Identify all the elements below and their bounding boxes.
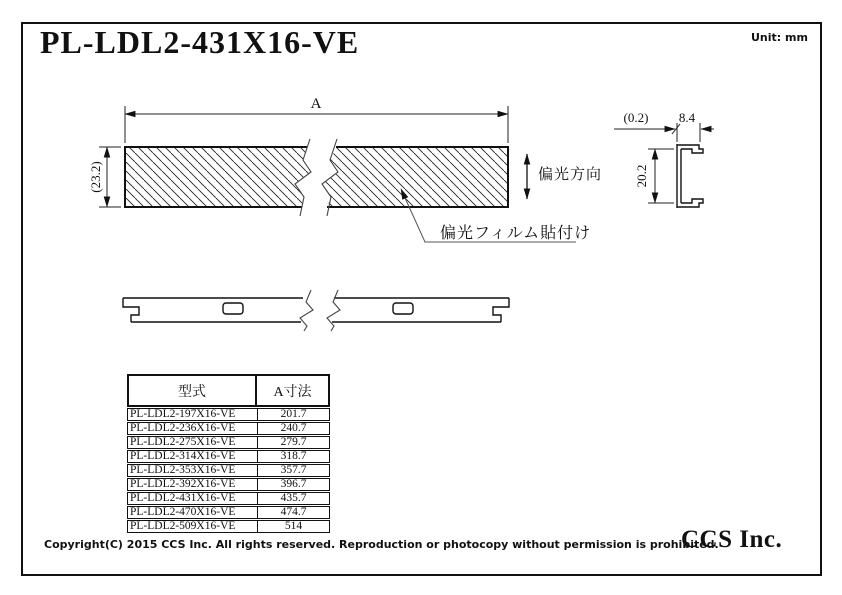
cell-model: PL-LDL2-314X16-VE <box>128 451 258 462</box>
dim-film-thickness-label: (0.2) <box>623 110 649 125</box>
cell-a-value: 201.7 <box>280 408 307 420</box>
copyright-text: Copyright(C) 2015 CCS Inc. All rights reserved. Reproduction or photocopy without permission is prohibited. <box>44 538 719 551</box>
cell-model: PL-LDL2-353X16-VE <box>128 465 258 476</box>
side-profile <box>123 298 509 322</box>
cell-a-value: 474.7 <box>280 506 307 518</box>
table-row <box>127 492 330 505</box>
table-row <box>127 520 330 533</box>
dim-a-label: A <box>310 96 322 112</box>
end-view-dims <box>614 123 714 203</box>
table-row <box>127 408 330 421</box>
table-row <box>127 464 330 477</box>
header-model: 型式 <box>129 376 257 405</box>
table-row <box>127 506 330 519</box>
cell-model: PL-LDL2-275X16-VE <box>128 437 258 448</box>
table-row <box>127 436 330 449</box>
cell-model: PL-LDL2-392X16-VE <box>128 479 258 490</box>
drawing-title: PL-LDL2-431X16-VE <box>40 24 360 60</box>
cell-model: PL-LDL2-509X16-VE <box>128 521 258 532</box>
unit-label: Unit: mm <box>751 31 808 44</box>
table-row <box>127 450 330 463</box>
cell-a-value: 396.7 <box>280 478 307 490</box>
cell-a-value: 514 <box>284 520 303 532</box>
table-body <box>127 408 330 533</box>
dim-width-label: 8.4 <box>678 110 696 125</box>
front-view-bar <box>124 139 509 216</box>
cell-a-value: 357.7 <box>280 464 307 476</box>
cell-a-value: 318.7 <box>280 450 307 462</box>
cell-model: PL-LDL2-236X16-VE <box>128 423 258 434</box>
dim-height-label: (23.2) <box>88 161 103 193</box>
table-row <box>127 422 330 435</box>
cell-a-value: 240.7 <box>280 422 307 434</box>
model-dimension-table <box>127 374 330 533</box>
header-a-dim: A寸法 <box>273 384 312 400</box>
ccs-logo: CCS Inc. <box>681 526 783 553</box>
break-lines-side <box>300 290 340 331</box>
cell-a-value: 279.7 <box>280 436 307 448</box>
polarizing-film-label: 偏光フィルム貼付け <box>440 225 592 242</box>
table-header-row <box>127 374 330 407</box>
dim-end-height-label: 20.2 <box>634 164 649 188</box>
end-view-profile <box>677 144 703 208</box>
cell-model: PL-LDL2-197X16-VE <box>128 409 258 420</box>
table-row <box>127 478 330 491</box>
cell-model: PL-LDL2-431X16-VE <box>128 493 258 504</box>
polarization-direction-label: 偏光方向 <box>538 167 603 183</box>
cell-model: PL-LDL2-470X16-VE <box>128 507 258 518</box>
cell-a-value: 435.7 <box>280 492 307 504</box>
